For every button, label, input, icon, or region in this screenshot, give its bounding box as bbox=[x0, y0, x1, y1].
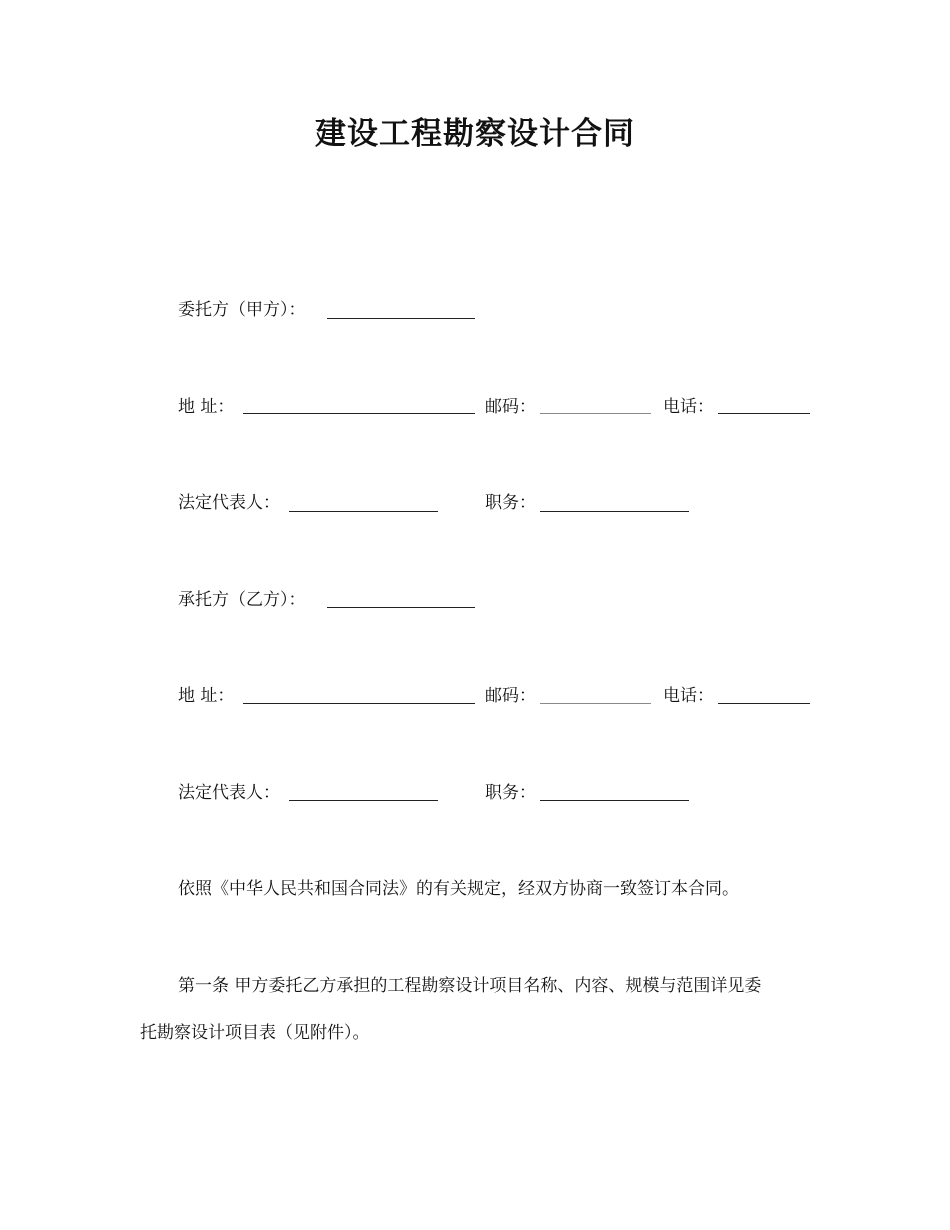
party-a-phone-label: 电话： bbox=[663, 397, 714, 417]
party-a-address-label: 地 址： bbox=[178, 397, 235, 417]
party-b-phone-blank bbox=[718, 703, 810, 704]
preamble-paragraph: 依照《中华人民共和国合同法》的有关规定，经双方协商一致签订本合同。 bbox=[178, 879, 739, 899]
article-1-line-2: 托勘察设计项目表（见附件）。 bbox=[140, 1023, 370, 1043]
party-b-legal-rep-label: 法定代表人： bbox=[178, 783, 280, 803]
party-b-name-blank bbox=[327, 607, 475, 608]
party-b-label: 承托方（乙方）： bbox=[178, 590, 306, 610]
party-a-label: 委托方（甲方）： bbox=[178, 300, 306, 320]
party-a-legal-rep-blank bbox=[289, 511, 438, 512]
party-a-address-blank bbox=[243, 413, 475, 414]
party-a-postcode-label: 邮码： bbox=[485, 397, 536, 417]
party-b-position-label: 职务： bbox=[485, 783, 536, 803]
document-title: 建设工程勘察设计合同 bbox=[315, 116, 635, 152]
article-1-line-1: 第一条 甲方委托乙方承担的工程勘察设计项目名称、内容、规模与范围详见委 bbox=[178, 976, 762, 996]
party-b-postcode-blank bbox=[540, 703, 651, 704]
party-a-position-blank bbox=[540, 511, 689, 512]
party-a-position-label: 职务： bbox=[485, 493, 536, 513]
party-b-legal-rep-blank bbox=[289, 800, 438, 801]
party-b-postcode-label: 邮码： bbox=[485, 686, 536, 706]
party-b-phone-label: 电话： bbox=[663, 686, 714, 706]
party-a-phone-blank bbox=[718, 413, 810, 414]
party-b-address-blank bbox=[243, 703, 475, 704]
party-a-postcode-blank bbox=[540, 413, 651, 414]
party-b-address-label: 地 址： bbox=[178, 686, 235, 706]
party-a-name-blank bbox=[327, 318, 475, 319]
party-b-position-blank bbox=[540, 800, 689, 801]
party-a-legal-rep-label: 法定代表人： bbox=[178, 493, 280, 513]
